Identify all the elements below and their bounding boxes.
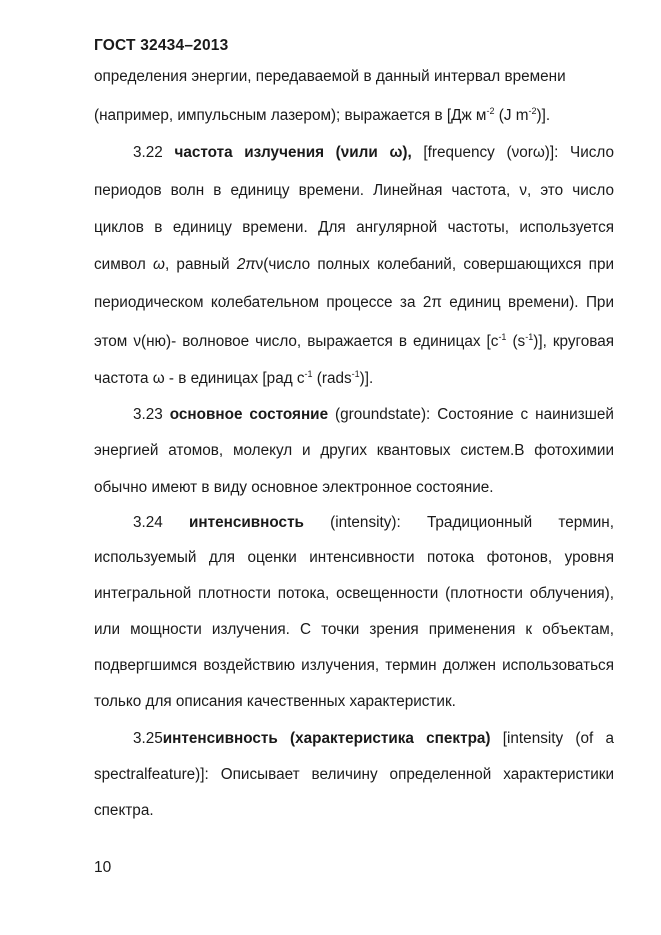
term-title: интенсивность — [188, 514, 304, 531]
text-line: (например, импульсным лазером); выражается в [Дж $м^{-2}$ (J $m^{-2}$)]. — [94, 106, 551, 124]
text-line: циклов в единицу времени. Для ангулярной частоты, используется — [94, 219, 614, 236]
text-line: энергией атомов, молекул и других квантовых систем.В фотохимии — [94, 442, 614, 459]
text-line: или мощности излучения. С точки зрения применения к объектам, — [94, 621, 614, 638]
text-line: этом ν(ню)- волновое число, выражается в единицах [$с^{-1}$ $(s^{-1})$], круговая — [94, 332, 614, 350]
term-3-22: 3.22 частота излучения (νили ω), [frequency (νorω)]: Число — [133, 144, 614, 161]
term-3-24: 3.24 интенсивность (intensity): Традиционный термин, — [133, 514, 614, 531]
text-line: периодов волн в единицу времени. Линейная частота, ν, это число — [94, 182, 614, 199]
text-line: частота ω - в единицах [рад $с^{-1}$ (rads$^{-1}$)]. — [94, 369, 374, 387]
text-line: подвергшимся воздействию излучения, термин должен использоваться — [94, 657, 614, 674]
term-3-23: 3.23 основное состояние (groundstate): Состояние с наинизшей — [133, 406, 614, 423]
document-header: ГОСТ 32434–2013 — [94, 37, 229, 54]
text-line: только для описания качественных характеристик. — [94, 693, 456, 710]
text-line: периодическом колебательном процессе за 2π единиц времени). При — [94, 294, 614, 311]
term-title: интенсивность (характеристика спектра) — [162, 730, 491, 747]
text-line: интегральной плотности потока, освещенности (плотности облучения), — [94, 585, 614, 602]
term-3-25: 3.25интенсивность (характеристика спектра) [intensity (of a — [133, 730, 614, 747]
term-title: основное состояние — [169, 406, 329, 423]
text-line: определения энергии, передаваемой в данный интервал времени — [94, 68, 566, 85]
text-line: spectralfeature)]: Описывает величину определенной характеристики — [94, 766, 614, 783]
text-line: спектра. — [94, 802, 154, 819]
page-number: 10 — [94, 859, 112, 876]
text-line: обычно имеют в виду основное электронное состояние. — [94, 479, 494, 496]
text-line: символ ω, равный 2πν(число полных колебаний, совершающихся при — [94, 256, 614, 273]
term-title: частота излучения (νили ω), — [174, 144, 412, 161]
text-line: используемый для оценки интенсивности потока фотонов, уровня — [94, 549, 614, 566]
